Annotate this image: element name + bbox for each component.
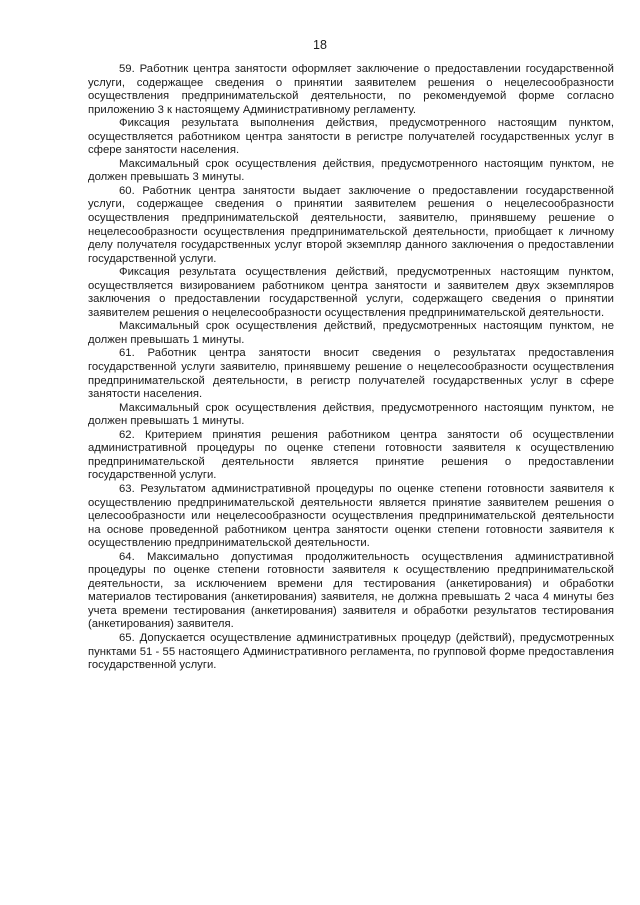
paragraph-65: 65. Допускается осуществление административных процедур (действий), предусмотренных пунктами 51 - 55 настоящего Административного регламента, по групповой форме предоставления государственной услуги. xyxy=(88,631,614,672)
document-body xyxy=(88,63,614,673)
paragraph-60: 60. Работник центра занятости выдает заключение о предоставлении государственной услуги, содержащее сведения о принятии заявителем решения о нецелесообразности осуществления предпринимательской деятельности, заявителю, принявшему решение о нецелесообразности осуществления предпринимательской деятельности, приобщает к личному делу получателя государственных услуг второй экземпляр данного заключения о предоставлении государственной услуги. xyxy=(88,184,614,265)
paragraph-61-max-time: Максимальный срок осуществления действия, предусмотренного настоящим пунктом, не должен превышать 1 минуты. xyxy=(88,401,614,428)
paragraph-63: 63. Результатом административной процедуры по оценке степени готовности заявителя к осуществлению предпринимательской деятельности является принятие заявителем решения о целесообразности или нецелесообразности осуществления предпринимательской деятельности на основе проведенной работником центра занятости оценки степени готовности заявителя к осуществлению предпринимательской деятельности. xyxy=(88,482,614,550)
paragraph-59: 59. Работник центра занятости оформляет заключение о предоставлении государственной услуги, содержащее сведения о принятии заявителем решения о нецелесообразности осуществления предпринимательской деятельности, по рекомендуемой форме согласно приложению 3 к настоящему Административному регламенту. xyxy=(88,63,614,116)
paragraph-59-max-time: Максимальный срок осуществления действия, предусмотренного настоящим пунктом, не должен превышать 3 минуты. xyxy=(88,157,614,184)
page-number: 18 xyxy=(313,38,327,52)
paragraph-61: 61. Работник центра занятости вносит сведения о результатах предоставления государственной услуги заявителю, принявшему решение о нецелесообразности осуществления предпринимательской деятельности, в регистр получателей государственных услуг в сфере занятости населения. xyxy=(88,347,614,401)
paragraph-60-max-time: Максимальный срок осуществления действий, предусмотренных настоящим пунктом, не должен превышать 1 минуты. xyxy=(88,320,614,346)
paragraph-59-fixation: Фиксация результата выполнения действия, предусмотренного настоящим пунктом, осуществляется работником центра занятости в регистре получателей государственных услуг в сфере занятости населения. xyxy=(88,117,614,157)
paragraph-64: 64. Максимально допустимая продолжительность осуществления административной процедуры по оценке степени готовности заявителя к осуществлению предпринимательской деятельности, за исключением времени для тестирования (анкетирования) и обработки материалов тестирования (анкетирования) заявителя, не должна превышать 2 часа 4 минуты без учета времени тестирования (анкетирования) заявителя и обработки результатов тестирования (анкетирования) заявителя. xyxy=(88,550,614,631)
paragraph-60-fixation: Фиксация результата осуществления действий, предусмотренных настоящим пунктом, осуществляется визированием работником центра занятости и заявителем двух экземпляров заключения о предоставлении государственной услуги, содержащего сведения о принятии заявителем решения о нецелесообразности осуществления предпринимательской деятельности. xyxy=(88,266,614,319)
paragraph-62: 62. Критерием принятия решения работником центра занятости об осуществлении административной процедуры по оценке степени готовности заявителя к осуществлению предпринимательской деятельности является принятие решения о предоставлении государственной услуги. xyxy=(88,428,614,482)
